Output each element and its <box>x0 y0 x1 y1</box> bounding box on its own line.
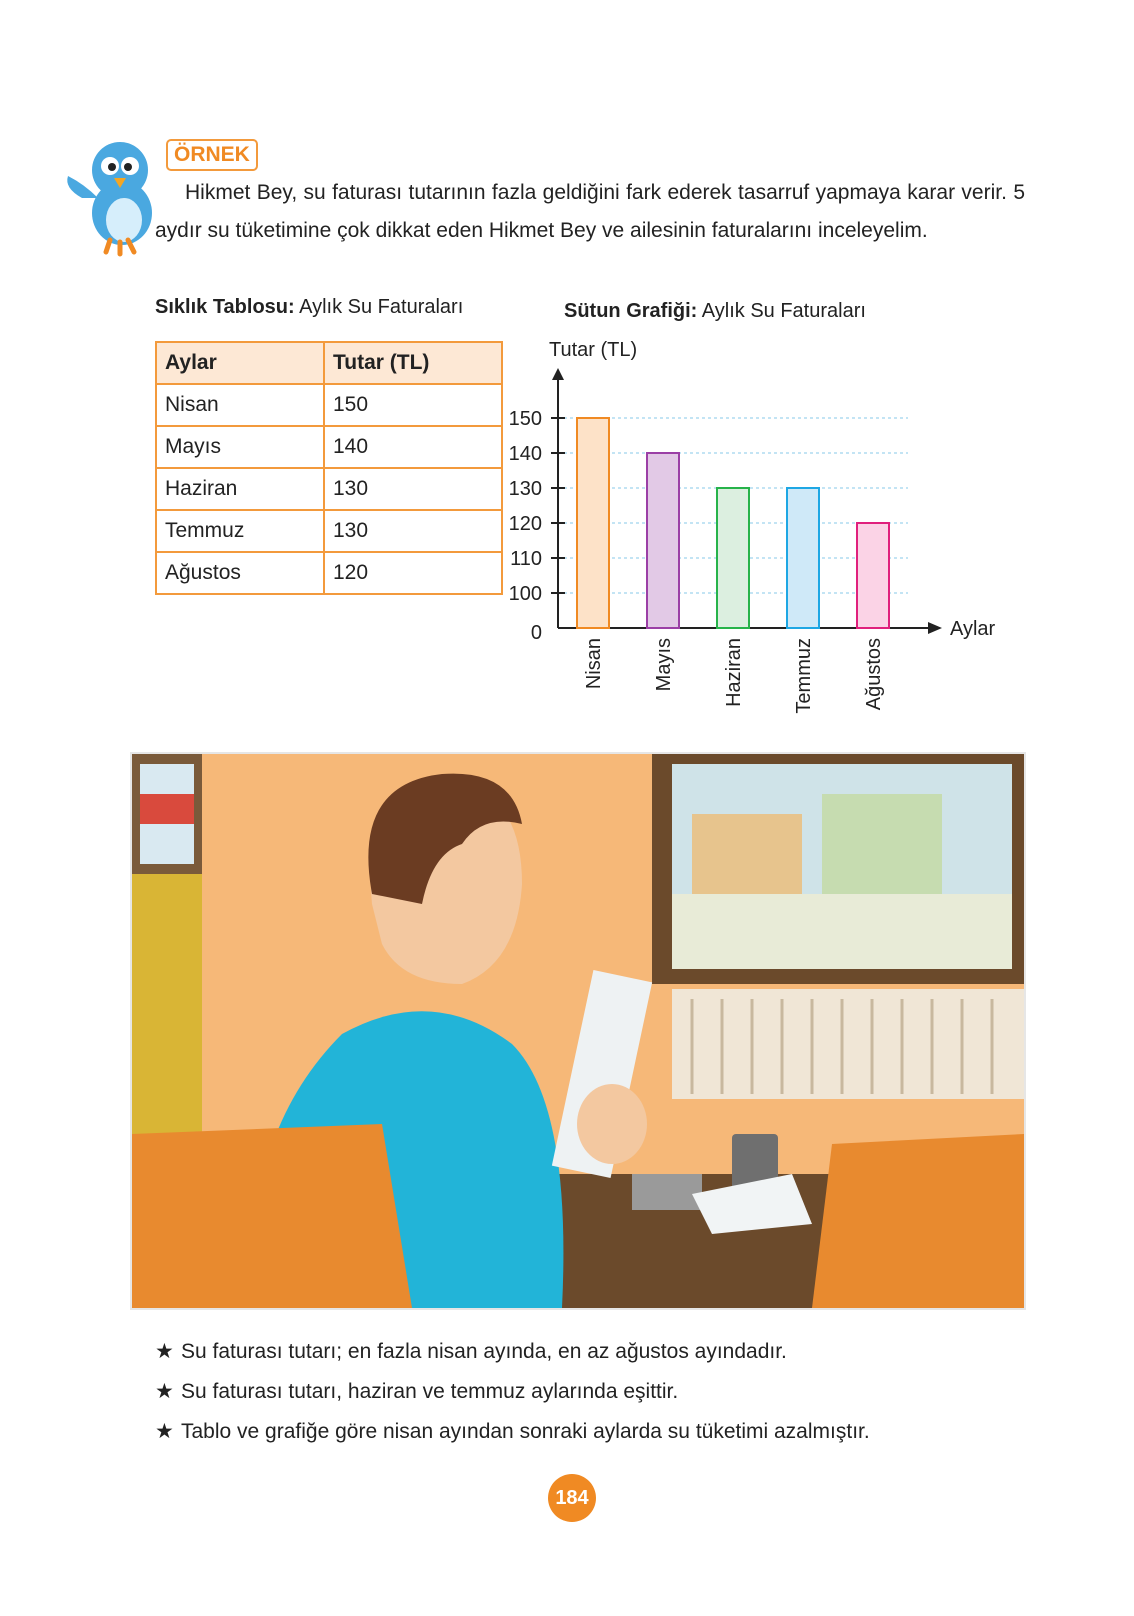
example-tag: ÖRNEK <box>166 139 258 171</box>
bar <box>577 418 609 628</box>
list-item <box>155 1372 1055 1412</box>
y-tick-label: 110 <box>510 548 542 570</box>
y-tick-label: 130 <box>508 478 542 500</box>
x-tick-label: Temmuz <box>793 638 815 714</box>
table-cell-amount: 120 <box>324 552 502 594</box>
y-tick-label: 100 <box>508 583 542 605</box>
list-item <box>155 1332 1055 1372</box>
x-tick-label: Nisan <box>583 638 605 690</box>
chart-title-rest: Aylık Su Faturaları <box>697 300 866 322</box>
summary-bullets <box>155 1332 1055 1452</box>
x-axis-label: Aylar <box>950 618 996 640</box>
table-row <box>156 510 502 552</box>
star-icon: ★ <box>155 1380 174 1403</box>
y-axis-arrow-icon <box>552 368 564 380</box>
y-axis-label: Tutar (TL) <box>549 339 638 361</box>
table-cell-month: Mayıs <box>156 426 324 468</box>
table-title-rest: Aylık Su Faturaları <box>294 296 464 318</box>
bar-chart <box>500 330 1040 740</box>
chart-title-bold: Sütun Grafiği: <box>564 300 698 322</box>
table-header-amount: Tutar (TL) <box>324 342 502 384</box>
intro-paragraph <box>155 174 1025 250</box>
table-cell-month: Temmuz <box>156 510 324 552</box>
man-reading-bill-illustration <box>130 752 1026 1310</box>
table-row <box>156 426 502 468</box>
y-tick-label: 120 <box>508 513 542 535</box>
table-cell-amount: 130 <box>324 468 502 510</box>
bar <box>647 453 679 628</box>
table-cell-month: Nisan <box>156 384 324 426</box>
table-cell-amount: 150 <box>324 384 502 426</box>
list-item <box>155 1412 1055 1452</box>
table-row <box>156 468 502 510</box>
x-tick-label: Haziran <box>723 638 745 707</box>
table-cell-amount: 140 <box>324 426 502 468</box>
table-row <box>156 384 502 426</box>
star-icon: ★ <box>155 1420 174 1443</box>
intro-text: Hikmet Bey, su faturası tutarının fazla geldiğini fark ederek tasarruf yapmaya karar verir. 5 aydır su tüketimine çok dikkat eden Hikmet Bey ve ailesinin faturalarını inceleyelim. <box>155 181 1025 242</box>
y-tick-label: 0 <box>530 622 542 644</box>
table-header-months: Aylar <box>156 342 324 384</box>
x-tick-label: Ağustos <box>863 638 885 711</box>
bullet-text: Tablo ve grafiğe göre nisan ayından sonraki aylarda su tüketimi azalmıştır. <box>181 1420 870 1443</box>
bar <box>717 488 749 628</box>
table-cell-month: Haziran <box>156 468 324 510</box>
y-tick-label: 150 <box>508 408 542 430</box>
table-title-bold: Sıklık Tablosu: <box>155 296 295 318</box>
x-tick-label: Mayıs <box>653 638 675 692</box>
table-header-row <box>156 342 502 384</box>
y-tick-label: 140 <box>508 443 542 465</box>
page-number: 184 <box>548 1474 596 1522</box>
table-cell-month: Ağustos <box>156 552 324 594</box>
star-icon: ★ <box>155 1340 174 1363</box>
bar <box>857 523 889 628</box>
table-title <box>155 296 463 319</box>
chart-title <box>564 300 866 323</box>
bar <box>787 488 819 628</box>
bullet-text: Su faturası tutarı, haziran ve temmuz aylarında eşittir. <box>181 1380 679 1403</box>
table-row <box>156 552 502 594</box>
bullet-text: Su faturası tutarı; en fazla nisan ayında, en az ağustos ayındadır. <box>181 1340 787 1363</box>
x-axis-arrow-icon <box>928 622 942 634</box>
table-cell-amount: 130 <box>324 510 502 552</box>
frequency-table <box>155 341 503 595</box>
